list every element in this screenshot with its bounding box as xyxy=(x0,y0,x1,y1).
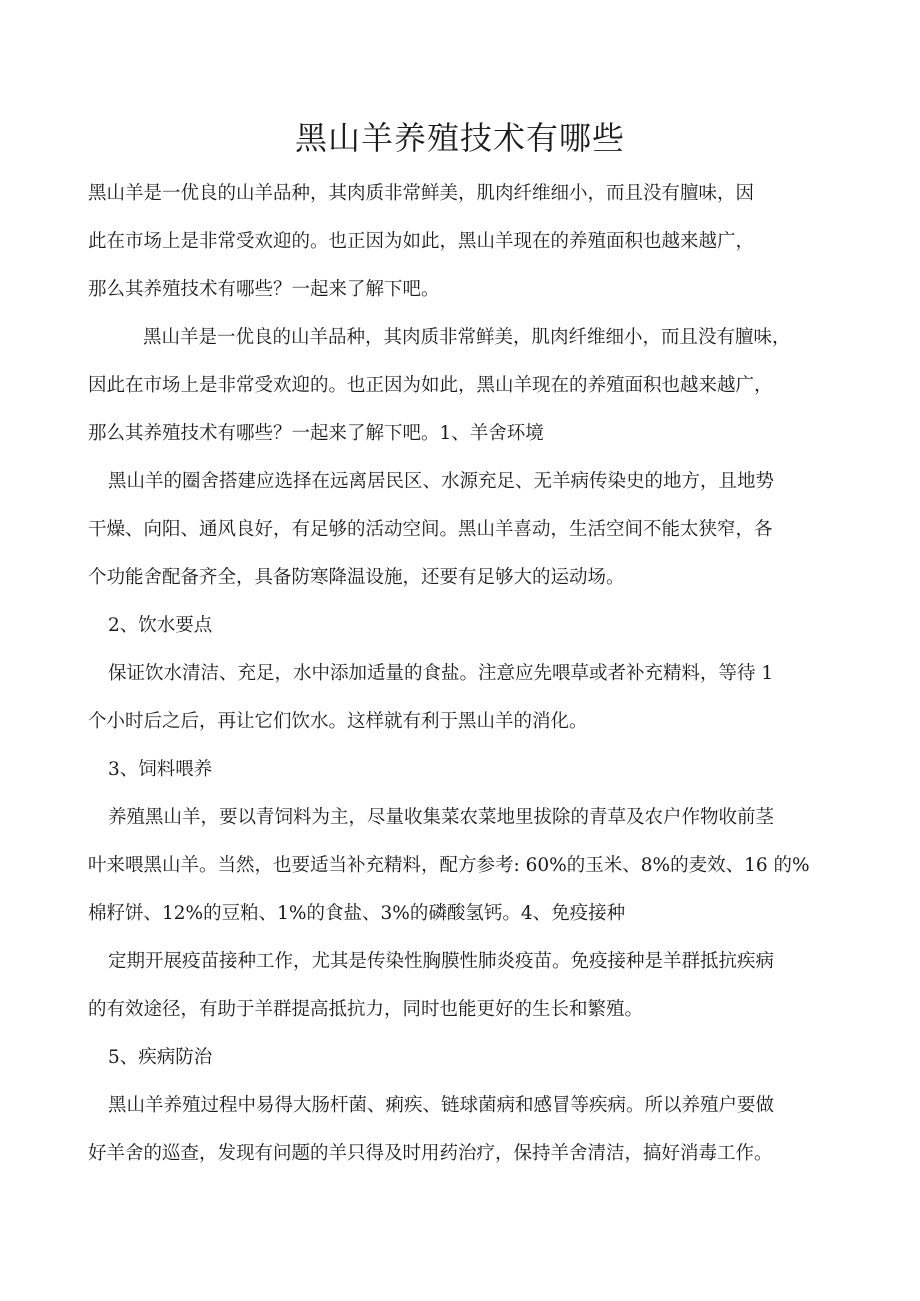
document-title: 黑山羊养殖技术有哪些 xyxy=(294,119,625,157)
text-line: 棉籽饼、12%的豆粕、1%的食盐、3%的磷酸氢钙。4、免疫接种 xyxy=(88,903,626,924)
text-line: 好羊舍的巡查，发现有问题的羊只得及时用药治疗，保持羊舍清洁，搞好消毒工作。 xyxy=(88,1143,773,1164)
text-line: 定期开展疫苗接种工作，尤其是传染性胸膜性肺炎疫苗。免疫接种是羊群抵抗疾病 xyxy=(108,951,775,972)
section-heading: 3、饲料喂养 xyxy=(108,759,213,780)
text-line: 个小时后之后，再让它们饮水。这样就有利于黑山羊的消化。 xyxy=(88,711,588,732)
text-line: 养殖黑山羊，要以青饲料为主，尽量收集菜农菜地里拔除的青草及农户作物收前茎 xyxy=(108,807,775,828)
text-line: 此在市场上是非常受欢迎的。也正因为如此，黑山羊现在的养殖面积也越来越广， xyxy=(88,231,755,252)
section-heading: 5、疾病防治 xyxy=(108,1047,213,1068)
text-line: 保证饮水清洁、充足，水中添加适量的食盐。注意应先喂草或者补充精料，等待 1 xyxy=(108,663,774,684)
section-heading: 2、饮水要点 xyxy=(108,615,213,636)
text-line: 黑山羊的圈舍搭建应选择在远离居民区、水源充足、无羊病传染史的地方，且地势 xyxy=(108,471,775,492)
text-line: 的有效途径，有助于羊群提高抵抗力，同时也能更好的生长和繁殖。 xyxy=(88,999,644,1020)
text-line: 叶来喂黑山羊。当然，也要适当补充精料，配方参考: 60%的玉米、8%的麦效、16 的% xyxy=(88,855,810,876)
text-line: 那么其养殖技术有哪些？一起来了解下吧。 xyxy=(88,279,440,300)
text-line: 黑山羊是一优良的山羊品种，其肉质非常鲜美，肌肉纤维细小，而且没有膻味， xyxy=(143,327,791,348)
text-line: 干燥、向阳、通风良好，有足够的活动空间。黑山羊喜动，生活空间不能太狭窄，各 xyxy=(88,519,773,540)
text-line: 黑山羊养殖过程中易得大肠杆菌、痢疾、链球菌病和感冒等疾病。所以养殖户要做 xyxy=(108,1095,775,1116)
text-line: 个功能舍配备齐全，具备防寒降温设施，还要有足够大的运动场。 xyxy=(88,567,625,588)
text-line: 因此在市场上是非常受欢迎的。也正因为如此，黑山羊现在的养殖面积也越来越广， xyxy=(88,375,773,396)
text-line: 黑山羊是一优良的山羊品种，其肉质非常鲜美，肌肉纤维细小，而且没有膻味，因 xyxy=(88,183,755,204)
text-line: 那么其养殖技术有哪些？一起来了解下吧。1、羊舍环境 xyxy=(88,423,544,444)
